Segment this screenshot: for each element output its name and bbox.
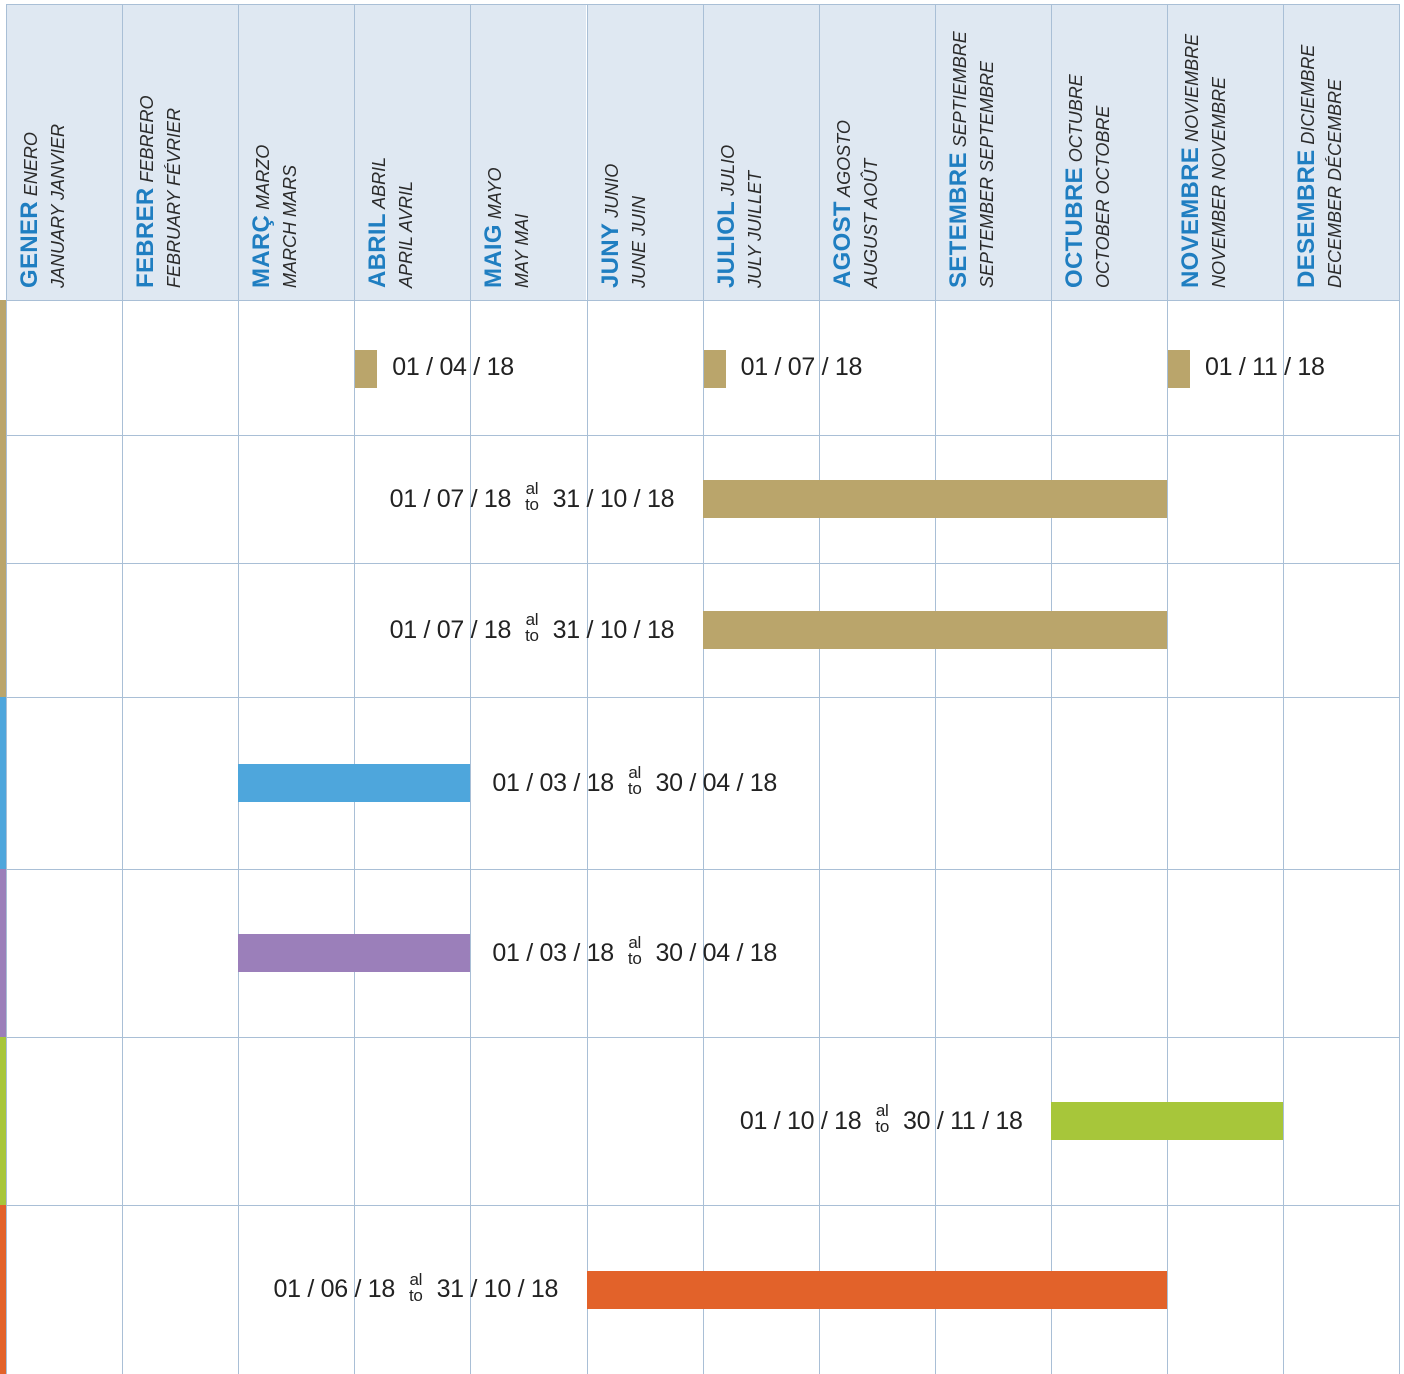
month-label: [1294, 0, 1348, 288]
separator-to: to: [525, 626, 539, 645]
grid-hline: [6, 1205, 1400, 1206]
month-secondary: OCTUBRE: [1065, 74, 1086, 168]
separator-al: al: [525, 479, 539, 498]
milestone-date: [741, 348, 863, 388]
range-separator: [628, 935, 642, 967]
month-primary: DESEMBRE: [1293, 149, 1321, 288]
month-secondary: MAYO: [485, 167, 506, 225]
month-primary: FEBRER: [132, 187, 160, 288]
month-translation: JANUARY JANVIER: [48, 123, 68, 288]
month-label: [1062, 0, 1116, 288]
date-label: 31 / 10 / 18: [552, 484, 675, 513]
month-label: [481, 0, 535, 288]
range-separator: [409, 1269, 423, 1305]
month-label: [17, 0, 71, 288]
period-bar: [1051, 1102, 1283, 1140]
month-label: [133, 0, 187, 288]
milestone-marker: [1168, 350, 1190, 388]
month-header-3: [239, 4, 354, 300]
period-range-label: [274, 1270, 559, 1310]
grid-vline: [470, 4, 471, 1374]
month-translation: NOVEMBER NOVEMBRE: [1209, 76, 1229, 288]
grid-vline: [122, 4, 123, 1374]
month-header-12: [1284, 4, 1399, 300]
range-separator: [628, 765, 642, 797]
period-range-label: [390, 479, 675, 519]
month-label: [1178, 0, 1232, 288]
period-bar: [703, 480, 1167, 518]
date-label: 01 / 03 / 18: [492, 768, 614, 797]
row-color-marker: [0, 300, 6, 435]
period-bar: [238, 934, 470, 972]
month-secondary: FEBRERO: [137, 95, 158, 188]
grid-vline: [1051, 4, 1052, 1374]
month-label: [365, 0, 419, 288]
date-label: 31 / 10 / 18: [436, 1275, 559, 1303]
period-bar: [703, 611, 1167, 649]
row-color-marker: [0, 1205, 6, 1374]
date-label: 30 / 04 / 18: [655, 768, 777, 797]
date-label: 30 / 11 / 18: [902, 1106, 1023, 1135]
grid-vline: [703, 4, 704, 1374]
month-secondary: JUNIO: [601, 163, 622, 223]
row-color-marker: [0, 1037, 6, 1205]
row-color-marker: [0, 869, 6, 1037]
separator-al: al: [628, 933, 641, 952]
month-secondary: ENERO: [21, 132, 41, 202]
milestone-date: [1205, 348, 1325, 388]
row-color-marker: [0, 697, 6, 869]
month-header-9: [936, 4, 1051, 300]
date-label: 01 / 07 / 18: [389, 484, 512, 513]
date-label: 01 / 07 / 18: [740, 353, 863, 381]
period-bar: [238, 764, 470, 802]
period-range-label: [492, 933, 777, 973]
grid-hline: [6, 435, 1400, 436]
month-translation: SEPTEMBER SEPTEMBRE: [976, 60, 997, 288]
grid-vline: [354, 4, 355, 1374]
milestone-date: [392, 348, 514, 388]
month-primary: SETEMBRE: [944, 152, 972, 288]
month-primary: ABRIL: [364, 213, 392, 288]
separator-al: al: [525, 610, 539, 629]
grid-hline: [6, 697, 1400, 698]
month-header-10: [1052, 4, 1167, 300]
month-label: [249, 0, 303, 288]
month-primary: GENER: [16, 201, 43, 288]
separator-al: al: [875, 1101, 889, 1120]
grid-vline: [587, 4, 588, 1374]
month-primary: NOVEMBRE: [1177, 146, 1204, 288]
grid-hline: [6, 300, 1400, 301]
month-secondary: DICIEMBRE: [1298, 44, 1319, 150]
period-bar: [587, 1271, 1168, 1309]
month-label: [946, 0, 1000, 288]
month-header-11: [1168, 4, 1283, 300]
separator-to: to: [875, 1117, 889, 1136]
separator-to: to: [409, 1285, 423, 1305]
month-secondary: AGOSTO: [833, 120, 854, 202]
separator-to: to: [525, 495, 539, 514]
period-range-label: [740, 1101, 1023, 1141]
grid-hline: [6, 869, 1400, 870]
month-header-8: [820, 4, 935, 300]
month-label: [714, 0, 768, 288]
grid-hline: [6, 4, 1400, 5]
separator-al: al: [628, 763, 641, 782]
range-separator: [525, 612, 539, 644]
grid-vline: [6, 4, 7, 1374]
period-range-label: [390, 610, 675, 650]
date-label: 30 / 04 / 18: [655, 938, 777, 967]
month-label: [598, 0, 652, 288]
grid-vline: [1167, 4, 1168, 1374]
date-label: 31 / 10 / 18: [552, 615, 675, 644]
separator-al: al: [409, 1269, 423, 1289]
month-translation: JUNE JUIN: [628, 195, 649, 288]
month-header-2: [123, 4, 238, 300]
month-label: [830, 0, 884, 288]
row-color-marker: [0, 563, 6, 697]
grid-vline: [819, 4, 820, 1374]
grid-hline: [6, 563, 1400, 564]
grid-vline: [935, 4, 936, 1374]
date-label: 01 / 10 / 18: [739, 1106, 862, 1135]
month-secondary: SEPTIEMBRE: [949, 31, 970, 153]
month-primary: OCTUBRE: [1060, 167, 1088, 288]
month-secondary: ABRIL: [369, 156, 390, 214]
month-primary: JUNY: [596, 222, 624, 288]
month-translation: MAY MAI: [512, 213, 533, 288]
month-translation: JULY JUILLET: [744, 170, 765, 288]
month-translation: MARCH MARS: [280, 164, 301, 288]
month-header-4: [355, 4, 470, 300]
range-separator: [525, 481, 539, 513]
month-primary: MAIG: [480, 224, 508, 288]
separator-to: to: [627, 949, 642, 968]
separator-to: to: [627, 779, 642, 798]
period-range-label: [492, 763, 777, 803]
month-primary: JULIOL: [712, 200, 740, 288]
month-translation: DECEMBER DÉCEMBRE: [1325, 78, 1346, 288]
range-separator: [875, 1103, 889, 1135]
grid-hline: [6, 1037, 1400, 1038]
milestone-marker: [704, 350, 726, 388]
month-header-6: [588, 4, 703, 300]
date-label: 01 / 11 / 18: [1205, 353, 1325, 381]
month-secondary: MARZO: [253, 144, 274, 215]
month-secondary: JULIO: [717, 144, 738, 201]
month-secondary: NOVIEMBRE: [1182, 33, 1202, 147]
date-label: 01 / 06 / 18: [273, 1275, 395, 1303]
month-translation: FEBRUARY FÉVRIER: [164, 107, 185, 288]
month-header-7: [704, 4, 819, 300]
milestone-marker: [355, 350, 377, 388]
month-translation: APRIL AVRIL: [396, 180, 417, 288]
grid-vline: [1399, 4, 1400, 1374]
grid-vline: [238, 4, 239, 1374]
month-translation: OCTOBER OCTOBRE: [1092, 105, 1113, 288]
date-label: 01 / 04 / 18: [392, 353, 514, 381]
month-header-1: [7, 4, 122, 300]
month-primary: AGOST: [828, 201, 856, 288]
month-header-5: [471, 4, 586, 300]
row-color-marker: [0, 435, 6, 563]
date-label: 01 / 03 / 18: [492, 938, 614, 967]
grid-vline: [1283, 4, 1284, 1374]
month-translation: AUGUST AOÛT: [860, 158, 881, 288]
month-primary: MARÇ: [248, 214, 276, 288]
date-label: 01 / 07 / 18: [389, 615, 512, 644]
